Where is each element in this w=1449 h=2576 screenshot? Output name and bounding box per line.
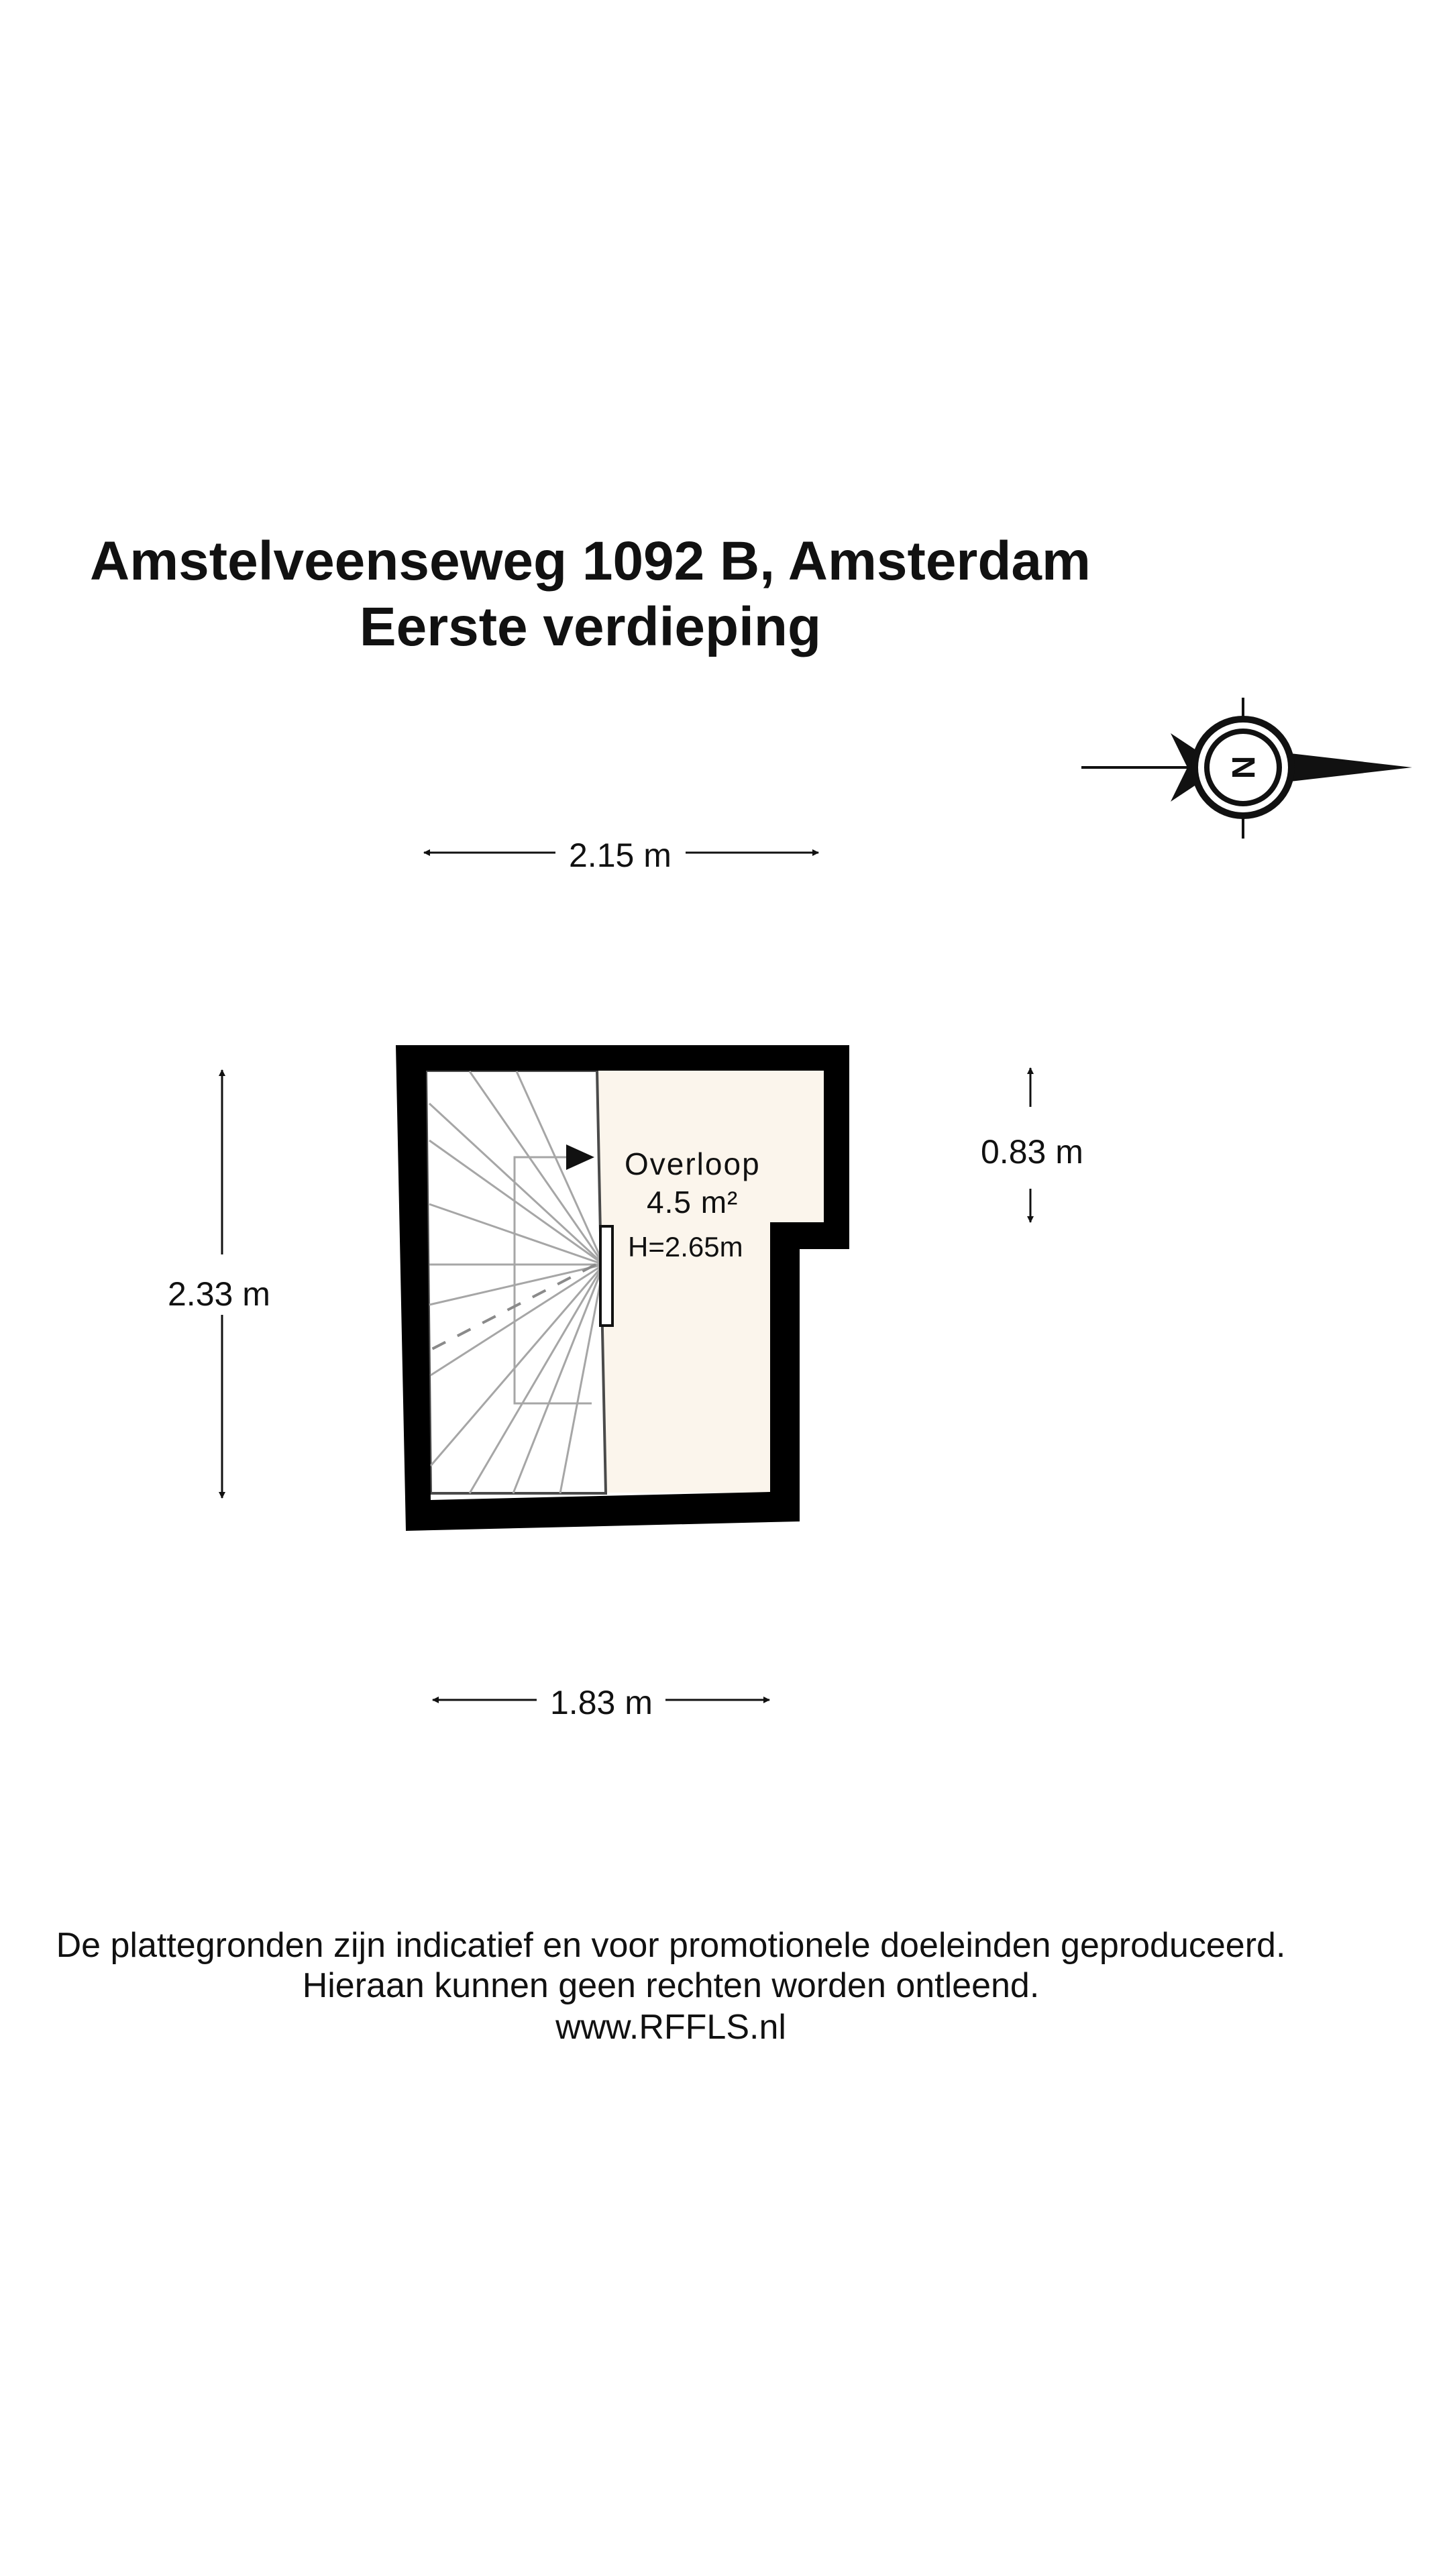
dimension-bottom-label: 1.83 m (550, 1684, 653, 1721)
disclaimer-line-1: De plattegronden zijn indicatief en voor promotionele doeleinden geproduceerd. (56, 1926, 1286, 1965)
floor-subtitle: Eerste verdieping (359, 596, 822, 657)
compass-n-label: N (1225, 755, 1260, 780)
dimension-left-label: 2.33 m (168, 1275, 270, 1313)
staircase (426, 1071, 612, 1493)
dimension-right-label: 0.83 m (981, 1133, 1083, 1171)
website-link[interactable]: www.RFFLS.nl (555, 2008, 786, 2047)
disclaimer-line-2: Hieraan kunnen geen rechten worden ontleend. (302, 1966, 1040, 2005)
room-name: Overloop (625, 1146, 761, 1181)
page-title: Amstelveenseweg 1092 B, Amsterdam (90, 531, 1091, 592)
compass-icon (1081, 698, 1412, 839)
dimension-top-label: 2.15 m (569, 837, 672, 874)
room-height: H=2.65m (628, 1231, 743, 1263)
room-area: 4.5 m² (647, 1185, 739, 1220)
stair-railing (600, 1226, 612, 1326)
